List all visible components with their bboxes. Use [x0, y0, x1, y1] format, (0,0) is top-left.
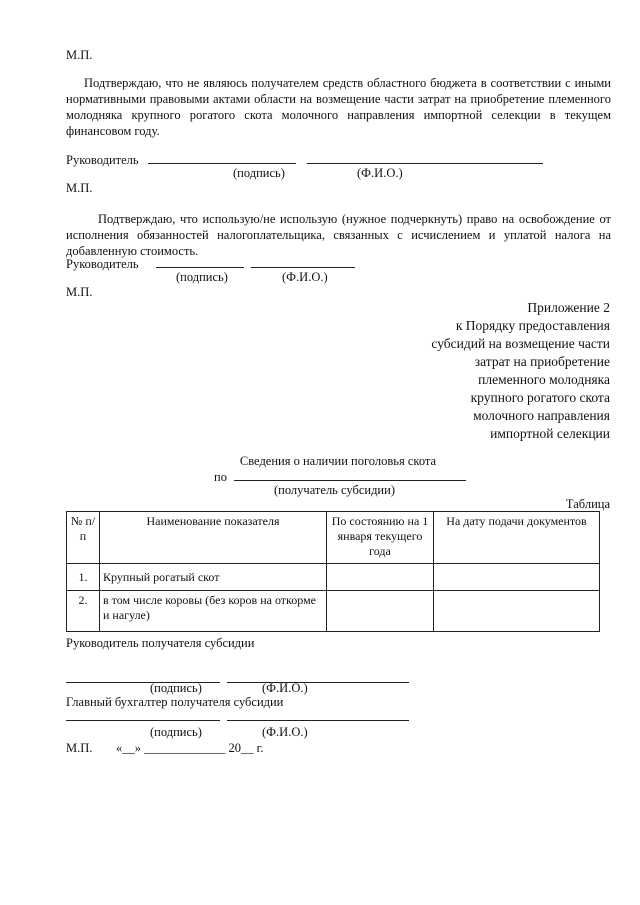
signature-caption: (подпись) [150, 681, 202, 695]
recipient-head-label: Руководитель получателя субсидии [66, 636, 255, 650]
chief-accountant-label: Главный бухгалтер получателя субсидии [66, 695, 284, 709]
table-header-row [67, 512, 600, 564]
table-row [67, 564, 600, 591]
appendix-line: крупного рогатого скота [470, 390, 610, 405]
appendix-line: к Порядку предоставления [455, 318, 610, 333]
fio-line [227, 708, 409, 721]
header-date: На дату подачи документов [434, 512, 600, 564]
row-date [434, 591, 600, 632]
signature-line [148, 151, 296, 164]
appendix-line: импортной селекции [490, 426, 610, 441]
fio-line [227, 670, 409, 683]
fio-line [251, 255, 355, 268]
signature-caption: (подпись) [176, 270, 228, 284]
row-num: 1. [67, 564, 100, 591]
row-jan [327, 564, 434, 591]
recipient-caption: (получатель субсидии) [274, 483, 395, 497]
fio-caption: (Ф.И.О.) [262, 725, 308, 739]
header-jan: По состоянию на 1 января текущего года [327, 512, 434, 564]
fio-caption: (Ф.И.О.) [262, 681, 308, 695]
row-num: 2. [67, 591, 100, 632]
appendix-line: Приложение 2 [527, 300, 610, 315]
po-label: по [214, 470, 227, 484]
appendix-line: племенного молодняка [478, 372, 610, 387]
head-label: Руководитель [66, 153, 139, 167]
table-row [67, 591, 600, 632]
stamp-label-3: М.П. [66, 285, 93, 299]
livestock-table [66, 511, 600, 632]
appendix-line: субсидий на возмещение части [431, 336, 610, 351]
row-date [434, 564, 600, 591]
row-name: Крупный рогатый скот [100, 564, 327, 591]
table-label: Таблица [565, 497, 610, 511]
appendix-header [310, 299, 610, 443]
signature-caption: (подпись) [150, 725, 202, 739]
row-name: в том числе коровы (без коров на откорме и нагуле) [100, 591, 327, 632]
fio-caption: (Ф.И.О.) [282, 270, 328, 284]
fio-caption: (Ф.И.О.) [357, 166, 403, 180]
signature-row-4 [66, 708, 409, 725]
head-label: Руководитель [66, 257, 139, 271]
header-num: № п/п [67, 512, 100, 564]
row-jan [327, 591, 434, 632]
stamp-label-2: М.П. [66, 181, 93, 195]
confirmation-paragraph-1: Подтверждаю, что не являюсь получателем средств областного бюджета в соответствии с иными нормативными правовыми актами области на возмещение части затрат на приобретение племенного молодняка крупного рогатого скота молочного направления импортной селекции в текущем финансовом году. [66, 76, 611, 138]
fio-line [307, 151, 543, 164]
appendix-line: молочного направления [473, 408, 610, 423]
signature-row-3 [66, 670, 409, 687]
signature-row-1 [66, 151, 543, 168]
form-title: Сведения о наличии поголовья скота [239, 454, 437, 468]
recipient-line [234, 468, 466, 481]
signature-line [66, 708, 220, 721]
header-name: Наименование показателя [100, 512, 327, 564]
date-line: «__» _____________ 20__ г. [116, 741, 264, 755]
signature-line [156, 255, 244, 268]
appendix-line: затрат на приобретение [474, 354, 610, 369]
confirmation-paragraph-2: Подтверждаю, что использую/не использую (нужное подчеркнуть) право на освобождение от исполнения обязанностей налогоплательщика, связанных с исчислением и уплатой налога на добавленную стоимость. [66, 212, 611, 258]
signature-caption: (подпись) [233, 166, 285, 180]
stamp-label-4: М.П. [66, 741, 93, 755]
stamp-label-1: М.П. [66, 48, 93, 62]
